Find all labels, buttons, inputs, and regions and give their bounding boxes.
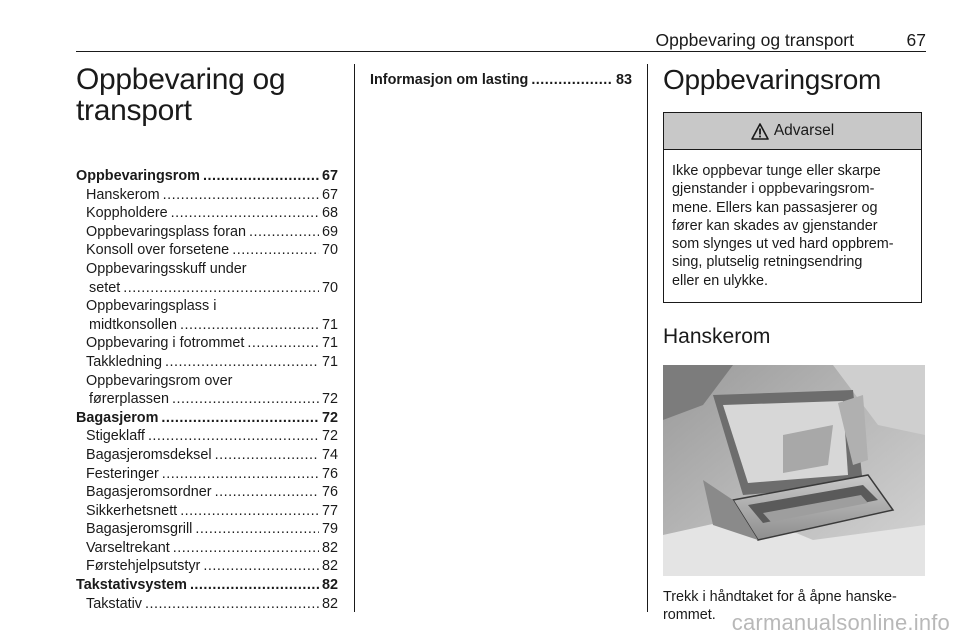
toc-leader-dots — [190, 576, 319, 595]
toc-entry — [76, 390, 338, 409]
section-column — [663, 64, 925, 625]
toc-leader-dots — [148, 427, 319, 446]
toc-entry-text: Konsoll over forsetene — [86, 242, 230, 259]
toc-entry-continuation: førerplassen — [89, 391, 169, 408]
warning-line: eller en ulykke. — [672, 272, 768, 289]
toc-page-number: 68 — [321, 205, 338, 222]
toc-entry — [76, 557, 338, 576]
toc-entry-text: Bagasjeromsgrill — [86, 521, 193, 538]
toc-entry-continuation: midtkonsollen — [89, 316, 177, 333]
toc-leader-dots — [203, 167, 319, 186]
toc-entry-text: Bagasjeromsdeksel — [86, 446, 212, 463]
column-divider-1 — [354, 64, 355, 612]
toc-entry-text: Stigeklaff — [86, 428, 145, 445]
toc-entry — [76, 409, 338, 428]
toc-entry — [76, 334, 338, 353]
toc-entry-text: Koppholdere — [86, 205, 168, 222]
warning-line: som slynges ut ved hard oppbrem- — [672, 236, 894, 253]
toc-page-number: 71 — [321, 353, 338, 370]
toc-entry-text: Bagasjerom — [76, 409, 159, 426]
toc-column-1 — [76, 64, 338, 613]
toc-page-number: 82 — [321, 595, 338, 612]
warning-box — [663, 112, 922, 303]
toc-entry — [76, 279, 338, 298]
page-number: 67 — [906, 30, 926, 50]
toc-entry-text: Festeringer — [86, 465, 159, 482]
warning-label: Advarsel — [773, 122, 835, 139]
toc-entry-text: Takstativ — [86, 595, 142, 612]
toc-entry-text: Oppbevaringsrom — [76, 168, 200, 184]
watermark: carmanualsonline.info — [731, 610, 950, 635]
toc-entry — [76, 502, 338, 521]
toc-entry-text: Oppbevaringsplass i — [86, 298, 217, 315]
toc-leader-dots — [531, 71, 613, 90]
toc-page-number: 72 — [321, 409, 338, 426]
glovebox-photo — [663, 365, 925, 576]
toc-page-number: 83 — [615, 72, 632, 88]
toc-leader-dots — [161, 409, 319, 428]
warning-header — [664, 113, 921, 150]
toc-page-number: 67 — [321, 186, 338, 203]
toc-list — [76, 167, 338, 613]
toc-page-number: 76 — [321, 484, 338, 501]
toc-entry — [76, 520, 338, 539]
warning-triangle-icon — [751, 123, 769, 140]
warning-line: fører kan skades av gjenstander — [672, 217, 878, 234]
toc-column-2 — [370, 71, 632, 90]
column-divider-2 — [647, 64, 648, 612]
toc-entry-text: Takstativsystem — [76, 577, 187, 594]
toc-leader-dots — [232, 241, 319, 260]
toc-entry — [76, 427, 338, 446]
toc-entry — [76, 539, 338, 558]
toc-leader-dots — [249, 223, 319, 242]
toc-entry — [76, 316, 338, 335]
toc-entry — [76, 576, 338, 595]
toc-entry — [76, 483, 338, 502]
toc-page-number: 76 — [321, 465, 338, 482]
toc-page-number: 77 — [321, 502, 338, 519]
toc-leader-dots — [195, 520, 319, 539]
warning-line: sing, plutselig retningsendring — [672, 254, 863, 271]
toc-page-number: 82 — [321, 558, 338, 575]
running-header-title: Oppbevaring og transport — [655, 30, 854, 50]
toc-leader-dots — [180, 502, 319, 521]
toc-page-number: 71 — [321, 316, 338, 333]
toc-page-number: 71 — [321, 335, 338, 352]
toc-page-number: 72 — [321, 391, 338, 408]
toc-entry — [76, 353, 338, 372]
toc-entry — [76, 465, 338, 484]
toc-entry-text: Hanskerom — [86, 186, 160, 203]
toc-page-number: 70 — [321, 242, 338, 259]
toc-page-number: 69 — [321, 223, 338, 240]
chapter-title: Oppbevaring og transport — [76, 63, 286, 127]
toc-leader-dots — [215, 483, 319, 502]
toc-entry-text: Bagasjeromsordner — [86, 484, 212, 501]
toc-entry-text: Oppbevaringsplass foran — [86, 223, 246, 240]
section-title: Oppbevaringsrom — [663, 64, 882, 95]
toc-page-number: 82 — [321, 577, 338, 594]
warning-line: mene. Ellers kan passasjerer og — [672, 199, 878, 216]
toc-entry — [76, 241, 338, 260]
toc-entry — [76, 204, 338, 223]
toc-page-number: 74 — [321, 446, 338, 463]
toc-entry — [76, 186, 338, 205]
toc-entry — [370, 71, 632, 90]
caption-line: rommet. — [663, 607, 716, 624]
toc-leader-dots — [180, 316, 319, 335]
toc-entry-text: Sikkerhetsnett — [86, 502, 178, 519]
toc-page-number: 70 — [321, 279, 338, 296]
toc-page-number: 72 — [321, 428, 338, 445]
toc-leader-dots — [172, 390, 319, 409]
toc-list-continued — [370, 71, 632, 90]
warning-line: Ikke oppbevar tunge eller skarpe — [672, 163, 881, 179]
toc-leader-dots — [203, 557, 319, 576]
toc-entry-text: Informasjon om lasting — [370, 72, 529, 88]
toc-leader-dots — [162, 465, 319, 484]
toc-entry-text: Oppbevaringsskuff under — [86, 260, 247, 277]
toc-leader-dots — [165, 353, 319, 372]
toc-leader-dots — [123, 279, 319, 298]
toc-entry-text: Takkledning — [86, 353, 162, 370]
toc-leader-dots — [215, 446, 319, 465]
toc-page-number: 79 — [321, 521, 338, 538]
toc-entry-text: Oppbevaring i fotrommet — [86, 335, 245, 352]
toc-leader-dots — [247, 334, 319, 353]
toc-leader-dots — [173, 539, 319, 558]
toc-page-number: 67 — [321, 168, 338, 184]
toc-page-number: 82 — [321, 539, 338, 556]
toc-entry-text: Førstehjelpsutstyr — [86, 558, 201, 575]
subsection-title: Hanskerom — [663, 325, 771, 349]
toc-entry-continuation: setet — [89, 279, 121, 296]
toc-entry — [76, 595, 338, 614]
warning-text — [664, 150, 921, 302]
warning-line: gjenstander i oppbevaringsrom- — [672, 181, 875, 198]
toc-entry-text: Varseltrekant — [86, 539, 170, 556]
toc-entry-text: Oppbevaringsrom over — [86, 372, 233, 389]
toc-leader-dots — [163, 186, 319, 205]
caption-line: Trekk i håndtaket for å åpne hanske- — [663, 589, 897, 606]
toc-leader-dots — [145, 595, 319, 614]
header-rule — [76, 51, 926, 52]
toc-entry — [76, 223, 338, 242]
toc-entry — [76, 446, 338, 465]
toc-entry — [76, 167, 338, 186]
toc-leader-dots — [171, 204, 319, 223]
